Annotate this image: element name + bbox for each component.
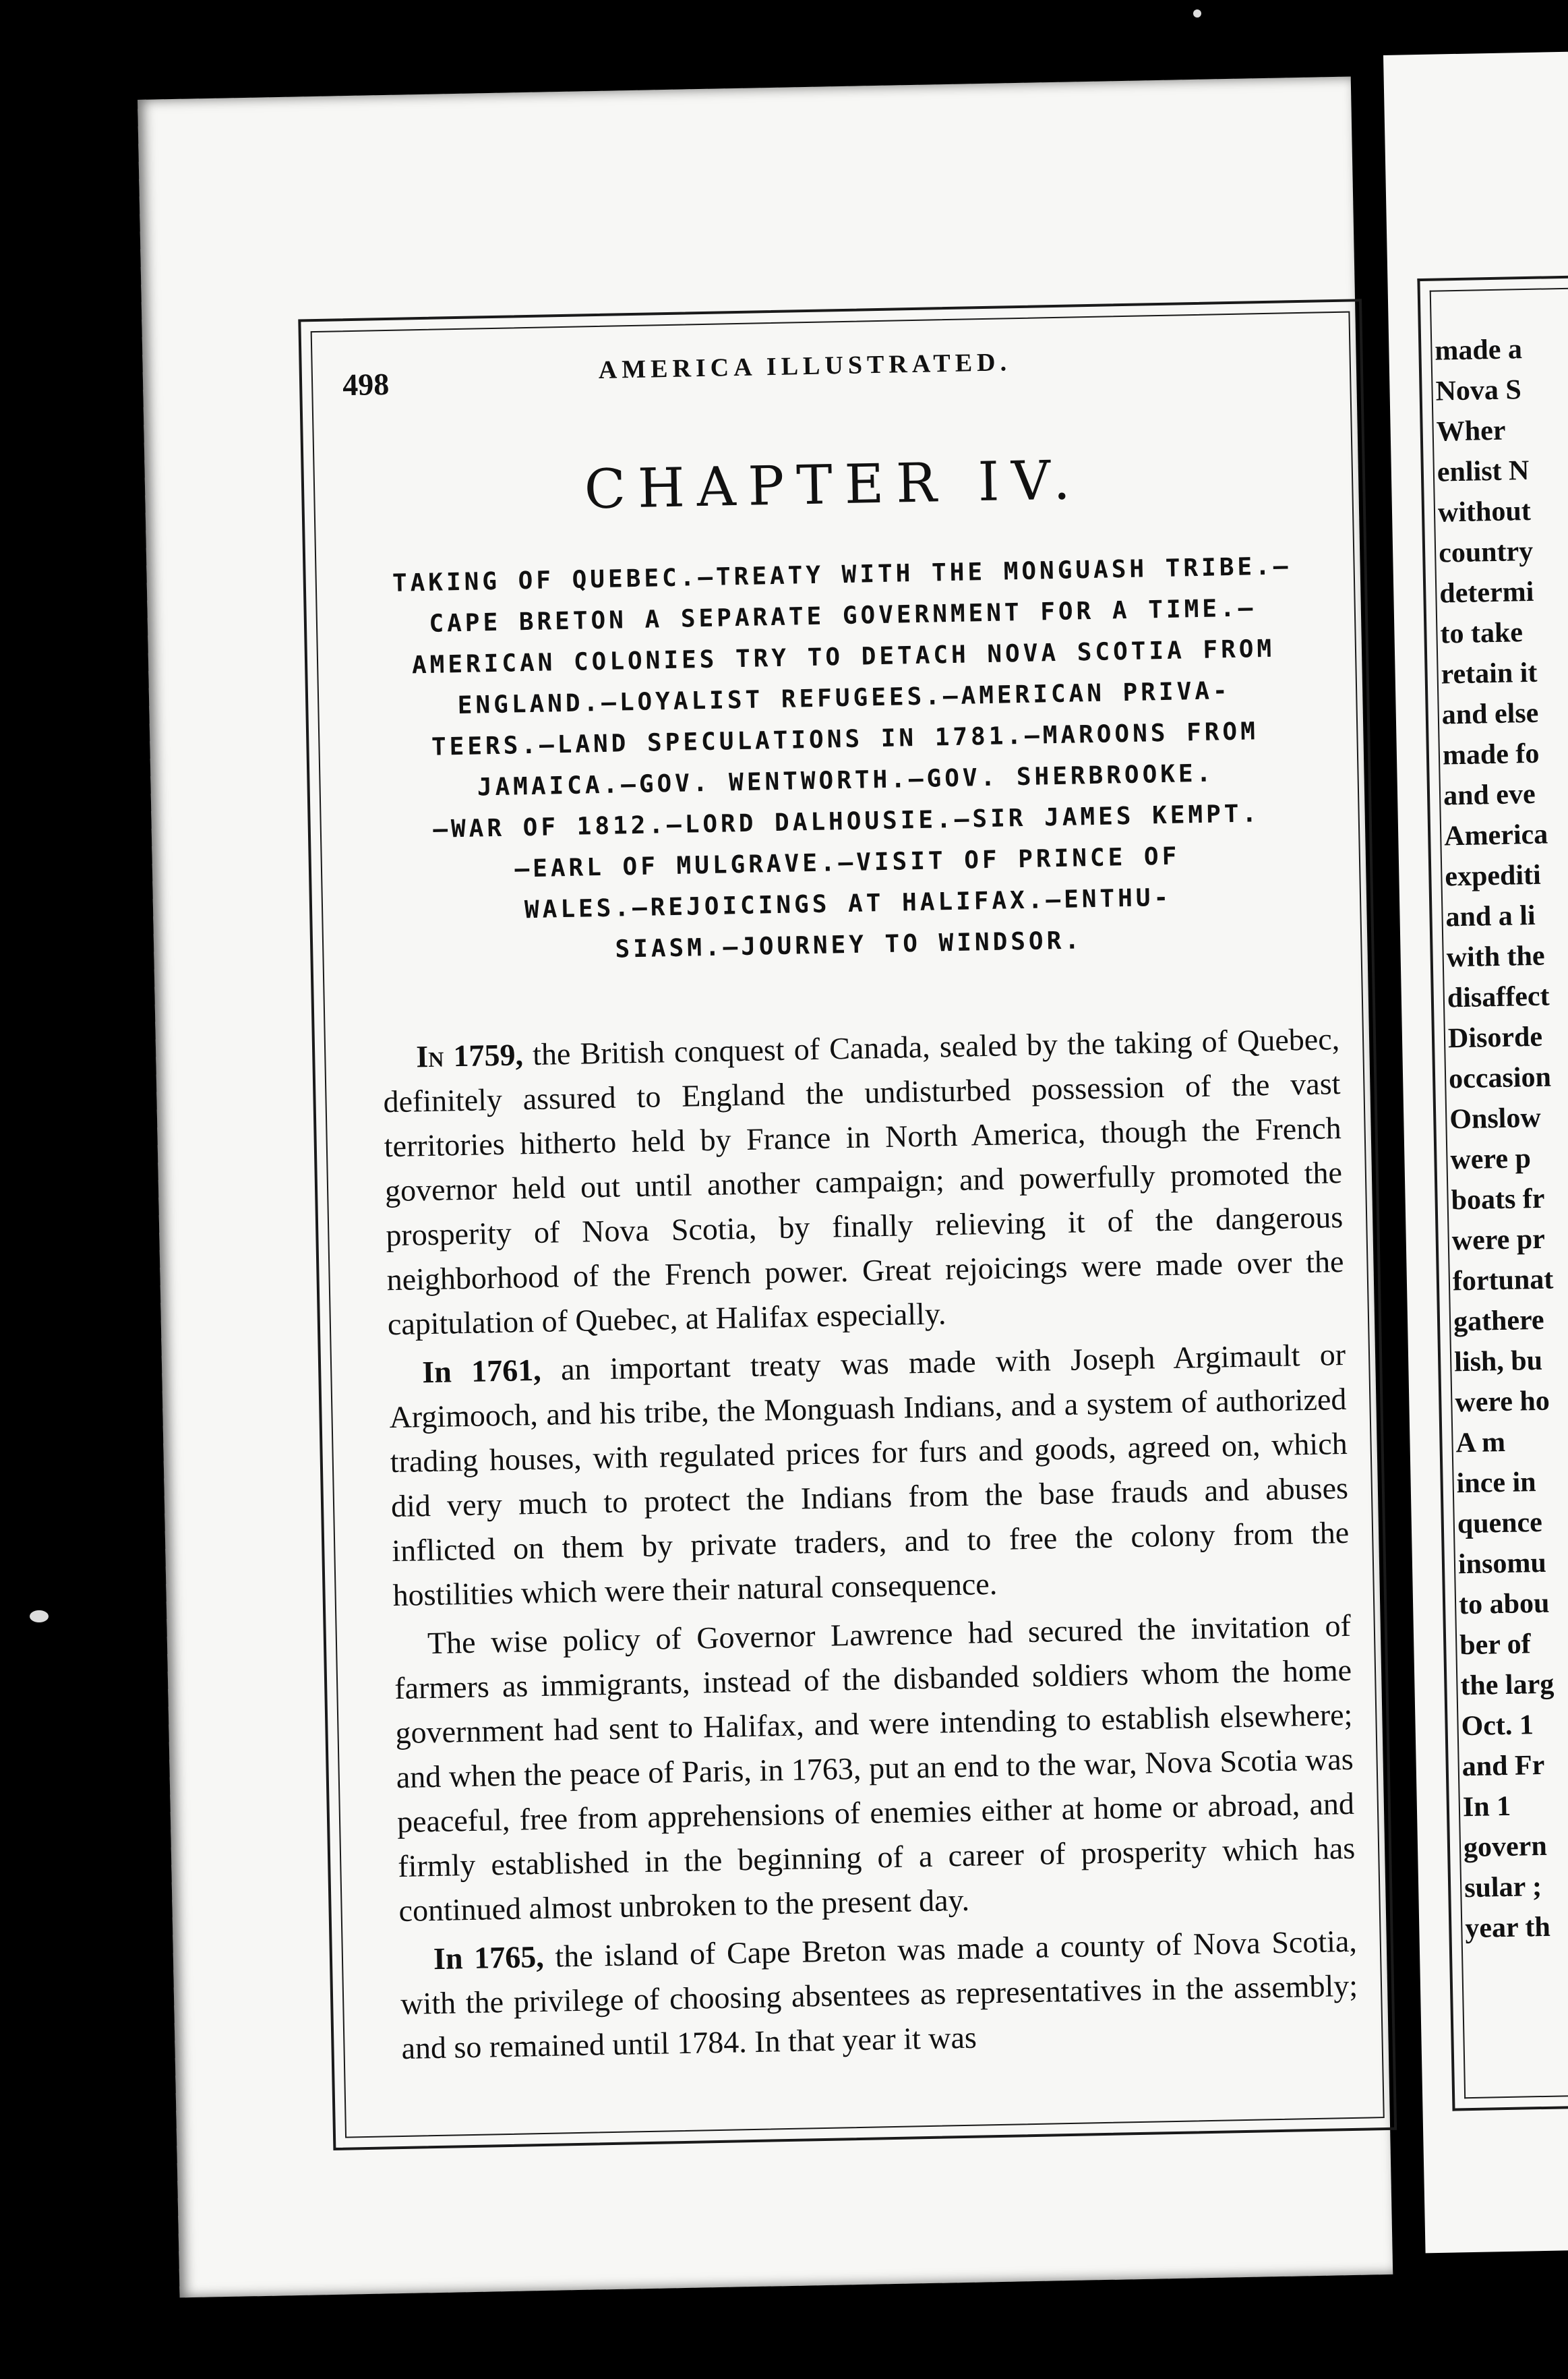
right-page-line: expediti <box>1444 859 1542 893</box>
right-page-line: to take <box>1440 617 1524 650</box>
right-page-line: retain it <box>1441 657 1538 691</box>
paragraph-text: the island of Cape Breton was made a county of Nova Scotia, with the privilege of choosing absentees as representatives in the assembly; and so remained until 1784. In that year it was <box>400 1923 1358 2066</box>
paragraph-text: the British conquest of Canada, sealed by the taking of Quebec, definitely assured to England the undisturbed possession of the vast territories hitherto held by France in North America, though the French governor held out until another campaign; and powerfully promoted the prosperity of Nova Scotia, by finally relieving it of the dangerous neighborhood of the French power. Great rejoicings were made over the capitulation of Quebec, at Halifax especially. <box>383 1022 1344 1342</box>
summary-line: —WAR OF 1812.—LORD DALHOUSIE.—SIR JAMES KEMPT. <box>432 800 1261 844</box>
right-page-line: ince in <box>1456 1467 1536 1500</box>
right-page-line: Nova S <box>1435 374 1522 407</box>
right-page-line: gathere <box>1453 1304 1545 1338</box>
right-page-line: Wher <box>1436 415 1506 448</box>
right-page-line: with the <box>1446 940 1545 974</box>
right-page-line: year th <box>1464 1911 1551 1945</box>
right-page-line: quence <box>1457 1506 1543 1540</box>
right-page-line: enlist N <box>1437 454 1530 488</box>
summary-line: —EARL OF MULGRAVE.—VISIT OF PRINCE OF <box>514 842 1180 883</box>
right-page-line: America <box>1443 819 1548 852</box>
chapter-title: CHAPTER IV. <box>583 448 1083 521</box>
right-page-line: occasion <box>1448 1061 1552 1095</box>
right-page-line: were pr <box>1451 1223 1546 1257</box>
paragraph-text: an important treaty was made with Joseph Argimault or Argimooch, and his tribe, the Monguash Indians, and a system of authorized trading houses, with regulated prices for furs and goods, agreed on, which did very much to protect the Indians from the base frauds and abuses inflicted on them by private traders, and to free the colony from the hostilities which were their natural consequence. <box>389 1337 1350 1613</box>
right-page-line: A m <box>1455 1426 1506 1459</box>
paragraph-lead: In 1765, <box>433 1939 545 1976</box>
summary-line: AMERICAN COLONIES TRY TO DETACH NOVA SCOTIA FROM <box>411 635 1275 680</box>
right-page-line: determi <box>1439 576 1534 610</box>
chapter-summary <box>346 545 1344 975</box>
film-speck <box>1193 9 1201 18</box>
summary-line: JAMAICA.—GOV. WENTWORTH.—GOV. SHERBROOKE. <box>477 759 1215 802</box>
right-page-line: the larg <box>1460 1668 1555 1702</box>
right-page-line: sular ; <box>1464 1871 1542 1904</box>
right-page-line: disaffect <box>1447 980 1550 1014</box>
right-page-line: and eve <box>1443 778 1536 812</box>
running-head: AMERICA ILLUSTRATED. <box>598 348 1012 384</box>
right-page-line: lish, bu <box>1453 1345 1543 1378</box>
page-border <box>298 299 1397 2150</box>
right-page-line: insomu <box>1457 1547 1547 1581</box>
left-page <box>138 76 1393 2297</box>
film-speck <box>30 1610 49 1622</box>
right-page-line: fortunat <box>1452 1264 1554 1297</box>
summary-line: CAPE BRETON A SEPARATE GOVERNMENT FOR A TIME.— <box>429 594 1257 638</box>
right-page-line: In 1 <box>1462 1790 1511 1823</box>
right-page-line: Disorde <box>1447 1021 1543 1055</box>
right-page-line: Oct. 1 <box>1461 1709 1534 1742</box>
paragraph <box>393 1604 1356 1933</box>
right-page-line: made a <box>1434 334 1523 367</box>
summary-line: ENGLAND.—LOYALIST REFUGEES.—AMERICAN PRIVA- <box>457 677 1232 720</box>
summary-line: TAKING OF QUEBEC.—TREATY WITH THE MONGUASH TRIBE.— <box>392 552 1292 597</box>
paragraph-lead: In 1761, <box>421 1352 542 1390</box>
paragraph-lead: In 1759, <box>415 1037 524 1074</box>
summary-line: TEERS.—LAND SPECULATIONS IN 1781.—MAROONS FROM <box>431 717 1259 761</box>
right-page-line: boats fr <box>1451 1183 1545 1216</box>
right-page-line: ber of <box>1459 1628 1532 1662</box>
paragraph-text: The wise policy of Governor Lawrence had secured the invitation of farmers as immigrants, instead of the disbanded soldiers whom the home government had sent to Halifax, and were intending to establish elsewhere; and when the peace of Paris, in 1763, put an end to the war, Nova Scotia was peaceful, free from apprehensions of enemies either at home or abroad, and firmly established in the beginning of a career of prosperity which has continued almost unbroken to the present day. <box>394 1608 1356 1929</box>
right-page-line: Onslow <box>1449 1102 1542 1136</box>
summary-line: WALES.—REJOICINGS AT HALIFAX.—ENTHU- <box>524 883 1172 924</box>
right-page-line: without <box>1437 495 1532 529</box>
paragraph <box>399 1919 1359 2071</box>
right-page-line: were p <box>1450 1143 1532 1176</box>
summary-line: SIASM.—JOURNEY TO WINDSOR. <box>615 927 1083 964</box>
body-text <box>382 1017 1359 2075</box>
right-page <box>1383 52 1568 2254</box>
right-page-line: and Fr <box>1461 1749 1545 1783</box>
right-page-line: and else <box>1441 697 1539 731</box>
right-page-line: to abou <box>1458 1587 1550 1621</box>
paragraph <box>388 1332 1350 1618</box>
right-page-line: and a li <box>1445 900 1536 933</box>
right-page-line: govern <box>1463 1830 1548 1864</box>
page-number: 498 <box>342 366 390 403</box>
right-page-line: made fo <box>1442 738 1540 771</box>
paragraph <box>382 1017 1346 1347</box>
right-page-line: country <box>1438 535 1534 569</box>
right-page-line: were ho <box>1454 1385 1550 1419</box>
